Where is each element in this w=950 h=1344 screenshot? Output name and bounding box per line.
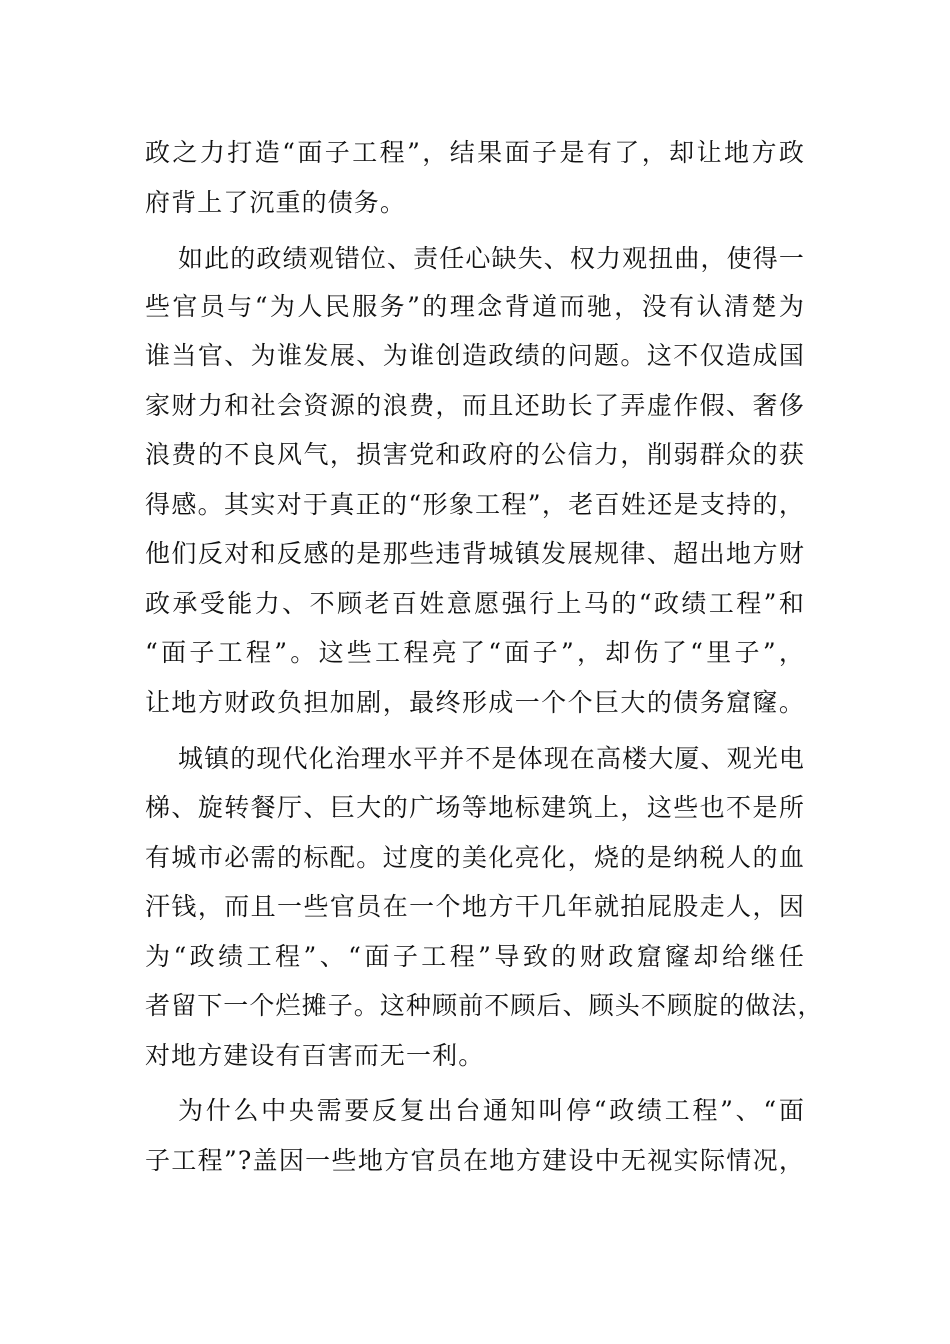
paragraph-2-line-4: 家财力和社会资源的浪费，而且还助长了弄虚作假、奢侈 — [145, 391, 805, 420]
paragraph-3-line-5: 为“政绩工程”、“面子工程”导致的财政窟窿却给继任 — [145, 942, 805, 971]
paragraph-3-line-2: 梯、旋转餐厅、巨大的广场等地标建筑上，这些也不是所 — [145, 793, 805, 822]
paragraph-3-line-6: 者留下一个烂摊子。这种顾前不顾后、顾头不顾腚的做法， — [145, 991, 824, 1020]
paragraph-2-line-1: 如此的政绩观错位、责任心缺失、权力观扭曲，使得一 — [178, 244, 805, 273]
paragraph-1-line-2: 府背上了沉重的债务。 — [145, 188, 407, 217]
paragraph-2-line-10: 让地方财政负担加剧，最终形成一个个巨大的债务窟窿。 — [145, 688, 805, 717]
paragraph-2-line-8: 政承受能力、不顾老百姓意愿强行上马的“政绩工程”和 — [145, 589, 805, 618]
paragraph-3-line-3: 有城市必需的标配。过度的美化亮化，烧的是纳税人的血 — [145, 843, 805, 872]
paragraph-1-line-1: 政之力打造“面子工程”，结果面子是有了，却让地方政 — [145, 138, 805, 167]
paragraph-3-line-4: 汗钱，而且一些官员在一个地方干几年就拍屁股走人，因 — [145, 892, 805, 921]
paragraph-2-line-7: 他们反对和反感的是那些违背城镇发展规律、超出地方财 — [145, 539, 805, 568]
paragraph-3-line-7: 对地方建设有百害而无一利。 — [145, 1041, 485, 1070]
paragraph-4-line-2: 子工程”?盖因一些地方官员在地方建设中无视实际情况， — [145, 1146, 805, 1175]
paragraph-2-line-5: 浪费的不良风气，损害党和政府的公信力，削弱群众的获 — [145, 440, 805, 469]
paragraph-2-line-6: 得感。其实对于真正的“形象工程”，老百姓还是支持的， — [145, 490, 805, 519]
paragraph-2-line-9: “面子工程”。这些工程亮了“面子”，却伤了“里子”， — [145, 638, 805, 667]
paragraph-2-line-2: 些官员与“为人民服务”的理念背道而驰，没有认清楚为 — [145, 292, 805, 321]
paragraph-4-line-1: 为什么中央需要反复出台通知叫停“政绩工程”、“面 — [178, 1096, 805, 1125]
paragraph-2-line-3: 谁当官、为谁发展、为谁创造政绩的问题。这不仅造成国 — [145, 341, 805, 370]
paragraph-3-line-1: 城镇的现代化治理水平并不是体现在高楼大厦、观光电 — [178, 744, 805, 773]
